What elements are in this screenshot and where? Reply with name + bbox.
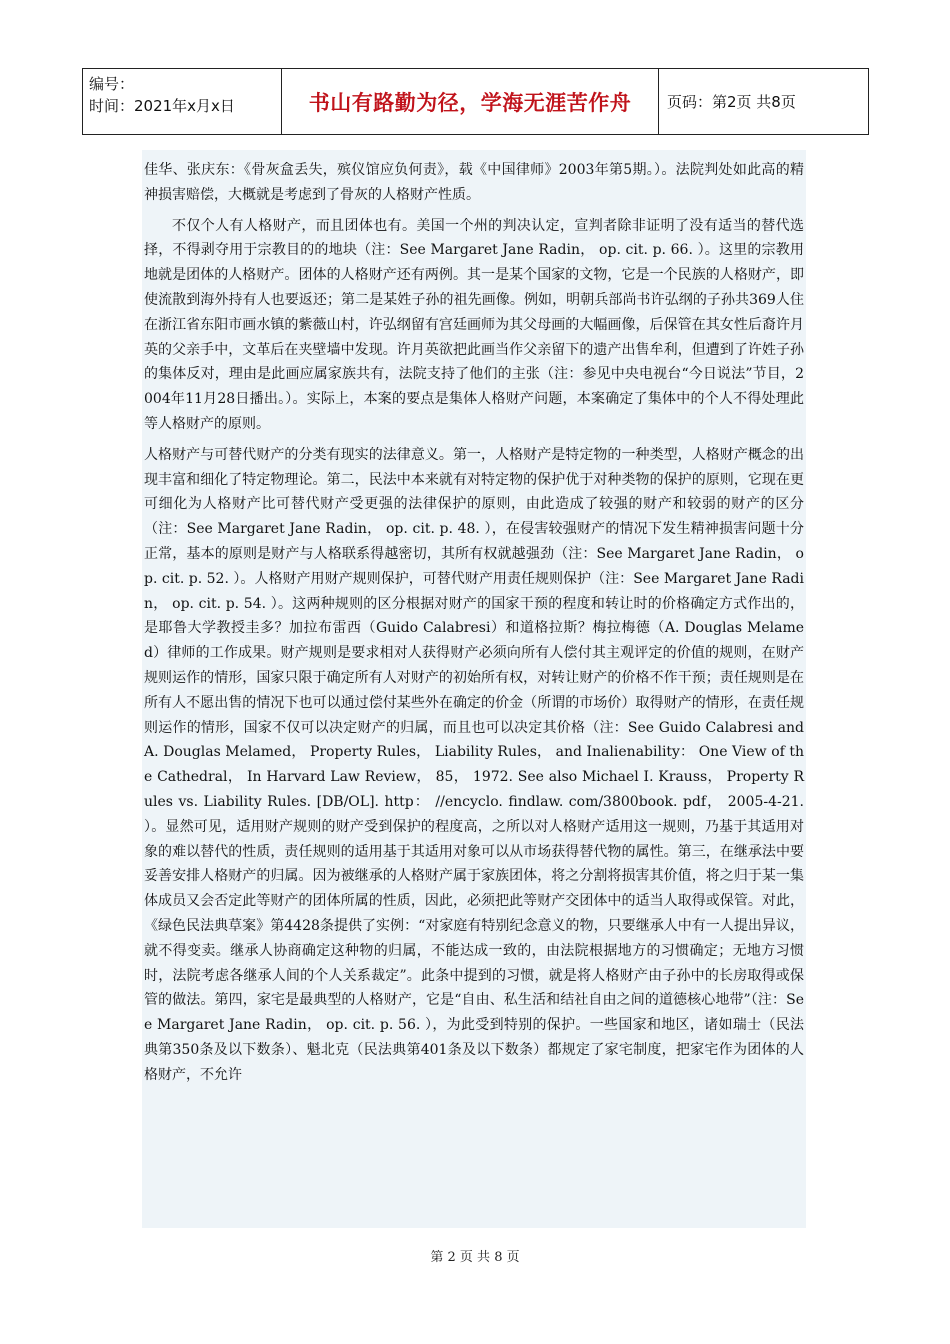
- document-body: [142, 150, 806, 1228]
- body-paragraph-1: 佳华、张庆东：《骨灰盒丢失，殡仪馆应负何责》，载《中国律师》2003年第5期。）。法院判处如此高的精神损害赔偿，大概就是考虑到了骨灰的人格财产性质。: [144, 162, 804, 203]
- document-time-label: 时间：2021年x月x日: [89, 97, 235, 115]
- page-header-table: [82, 68, 869, 135]
- document-number-label: 编号：: [89, 75, 135, 93]
- page-footer: 第 2 页 共 8 页: [430, 1250, 520, 1265]
- body-paragraph-3: 人格财产与可替代财产的分类有现实的法律意义。第一，人格财产是特定物的一种类型，人格财产概念的出现丰富和细化了特定物理论。第二，民法中本来就有对特定物的保护优于对种类物的保护的原则，它现在更可细化为人格财产比可替代财产受更强的法律保护的原则，由此造成了较强的财产和较弱的财产的区分（注：See Margaret Jane Radin， op. cit. p. 48. ），在侵害较强财产的情况下发生精神损害问题十分正常，基本的原则是财产与人格联系得越密切，其所有权就越强劲（注：See Margaret Jane Radin， op. cit. p. 52. ）。人格财产用财产规则保护，可替代财产用责任规则保护（注：See Margaret Jane Radin， op. cit. p. 54. ）。这两种规则的区分根据对财产的国家干预的程度和转让时的价格确定方式作出的，是耶鲁大学教授圭多？加拉布雷西（Guido Calabresi）和道格拉斯？梅拉梅德（A. Douglas Melamed）律师的工作成果。财产规则是要求相对人获得财产必须向所有人偿付其主观评定的价值的规则，在财产规则运作的情形，国家只限于确定所有人对财产的初始所有权，对转让财产的价格不作干预；责任规则是在所有人不愿出售的情况下也可以通过偿付某些外在确定的价金（所谓的市场价）取得财产的情形，在责任规则运作的情形，国家不仅可以决定财产的归属，而且也可以决定其价格（注：See Guido Calabresi and A. Douglas Melamed， Property Rules， Liability Rules， and Inalienability： One View of the Cathedral， In Harvard Law Review， 85， 1972. See also Michael I. Krauss， Property Rules vs. Liability Rules. [DB/OL]. http： //encyclo. findlaw. com/3800book. pdf， 2005-4-21. ）。显然可见，适用财产规则的财产受到保护的程度高，之所以对人格财产适用这一规则，乃基于其适用对象的难以替代的性质，责任规则的适用基于其适用对象可以从市场获得替代物的属性。第三，在继承法中要妥善安排人格财产的归属。因为被继承的人格财产属于家族团体，将之分割将损害其价值，将之归于某一集体成员又会否定此等财产的团体所属的性质，因此，必须把此等财产交团体中的适当人取得或保管。对此，《绿色民法典草案》第4428条提供了实例：“对家庭有特别纪念意义的物，只要继承人中有一人提出异议，就不得变卖。继承人协商确定这种物的归属，不能达成一致的，由法院根据地方的习惯确定；无地方习惯时，法院考虑各继承人间的个人关系裁定”。此条中提到的习惯，就是将人格财产由子孙中的长房取得或保管的做法。第四，家宅是最典型的人格财产，它是“自由、私生活和结社自由之间的道德核心地带”（注：See Margaret Jane Radin， op. cit. p. 56. ），为此受到特别的保护。一些国家和地区，诸如瑞士（民法典第350条及以下数条）、魁北克（民法典第401条及以下数条）都规定了家宅制度，把家宅作为团体的人格财产，不允许: [144, 446, 804, 1083]
- header-page-info: 页码：第2页 共8页: [667, 93, 796, 111]
- body-paragraph-2: 不仅个人有人格财产，而且团体也有。美国一个州的判决认定，宣判者除非证明了没有适当的替代选择，不得剥夺用于宗教目的的地块（注：See Margaret Jane Radin， op. cit. p. 66. ）。这里的宗教用地就是团体的人格财产。团体的人格财产还有两例。其一是某个国家的文物，它是一个民族的人格财产，即使流散到海外持有人也要返还；第二是某姓子孙的祖先画像。例如，明朝兵部尚书许弘纲的子孙共369人住在浙江省东阳市画水镇的紫薇山村，许弘纲留有宫廷画师为其父母画的大幅画像，后保管在其女性后裔许月英的父亲手中，文革后在夹壁墙中发现。许月英欲把此画当作父亲留下的遗产出售牟利，但遭到了许姓子孙的集体反对，理由是此画应属家族共有，法院支持了他们的主张（注：参见中央电视台“今日说法”节目，2004年11月28日播出。）。实际上，本案的要点是集体人格财产问题，本案确定了集体中的个人不得处理此等人格财产的原则。: [144, 217, 804, 432]
- header-motto: 书山有路勤为径，学海无涯苦作舟: [282, 69, 659, 134]
- header-meta-cell: [83, 69, 282, 134]
